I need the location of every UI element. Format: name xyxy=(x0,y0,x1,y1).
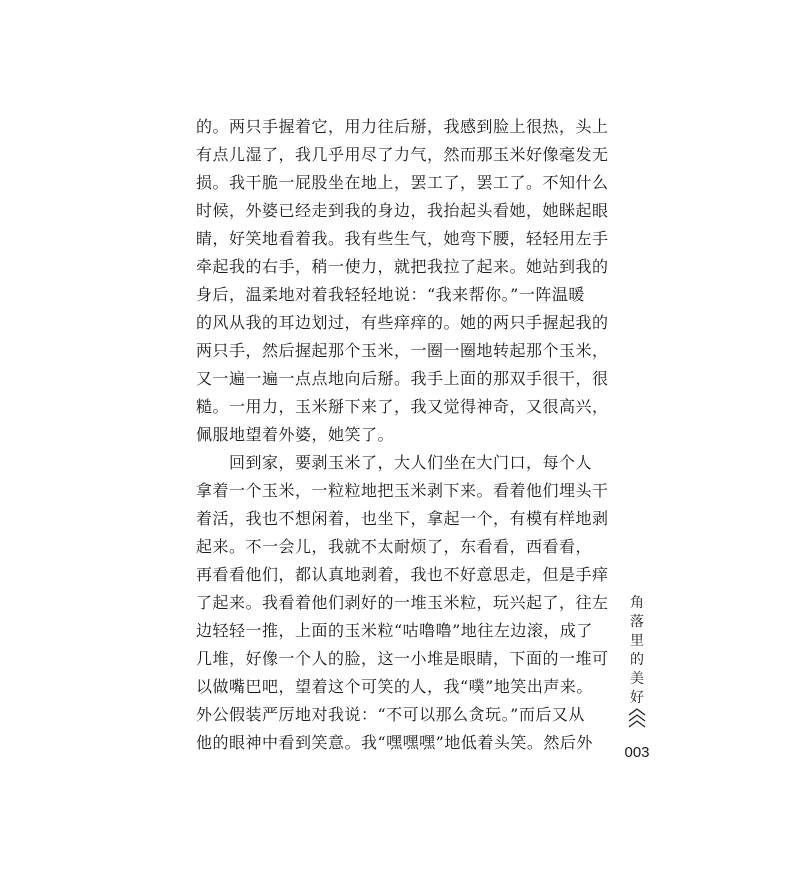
running-title-char: 好 xyxy=(630,690,644,706)
running-title-char: 角 xyxy=(630,595,644,611)
text-line-indented: 回到家，要剥玉米了，大人们坐在大门口，每个人 xyxy=(229,453,593,472)
text-line: 以做嘴巴吧，望着这个可笑的人，我“噗”地笑出声来。 xyxy=(196,677,593,696)
running-title-char: 落 xyxy=(630,614,644,630)
text-line: 时候，外婆已经走到我的身边，我抬起头看她，她眯起眼 xyxy=(196,201,609,220)
text-line: 他的眼神中看到笑意。我“嘿嘿嘿”地低着头笑。然后外 xyxy=(196,733,593,752)
text-line: 佩服地望着外婆，她笑了。 xyxy=(196,425,395,444)
triple-chevron-up-icon xyxy=(626,706,648,732)
text-line: 了起来。我看着他们剥好的一堆玉米粒，玩兴起了，往左 xyxy=(196,593,609,612)
body-text xyxy=(196,113,609,757)
text-line: 又一遍一遍一点点地向后掰。我手上面的那双手很干，很 xyxy=(196,369,609,388)
text-line: 起来。不一会儿，我就不太耐烦了，东看看，西看看， xyxy=(196,537,593,556)
running-title-char: 里 xyxy=(630,633,644,649)
page-number: 003 xyxy=(624,744,650,761)
text-line: 的风从我的耳边划过，有些痒痒的。她的两只手握起我的 xyxy=(196,313,609,332)
text-line: 外公假装严厉地对我说：“不可以那么贪玩。”而后又从 xyxy=(196,705,585,724)
running-title-char: 美 xyxy=(630,671,644,687)
running-title xyxy=(627,594,647,708)
paragraph-2 xyxy=(196,449,609,757)
text-line: 几堆，好像一个人的脸，这一小堆是眼睛，下面的一堆可 xyxy=(196,649,609,668)
text-line: 睛，好笑地看着我。我有些生气，她弯下腰，轻轻用左手 xyxy=(196,229,609,248)
text-line: 着活，我也不想闲着，也坐下，拿起一个，有模有样地剥 xyxy=(196,509,609,528)
text-line: 身后，温柔地对着我轻轻地说：“我来帮你。”一阵温暖 xyxy=(196,285,585,304)
text-line: 有点儿湿了，我几乎用尽了力气，然而那玉米好像毫发无 xyxy=(196,145,609,164)
paragraph-1 xyxy=(196,113,609,449)
text-line: 糙。一用力，玉米掰下来了，我又觉得神奇，又很高兴， xyxy=(196,397,609,416)
text-line: 牵起我的右手，稍一使力，就把我拉了起来。她站到我的 xyxy=(196,257,609,276)
text-line: 再看看他们，都认真地剥着，我也不好意思走，但是手痒 xyxy=(196,565,609,584)
text-line: 两只手，然后握起那个玉米，一圈一圈地转起那个玉米， xyxy=(196,341,609,360)
text-line: 的。两只手握着它，用力往后掰，我感到脸上很热，头上 xyxy=(196,117,609,136)
text-line: 边轻轻一推，上面的玉米粒“咕噜噜”地往左边滚，成了 xyxy=(196,621,593,640)
text-line: 损。我干脆一屁股坐在地上，罢工了，罢工了。不知什么 xyxy=(196,173,609,192)
running-title-char: 的 xyxy=(630,652,644,668)
text-line: 拿着一个玉米，一粒粒地把玉米剥下来。看着他们埋头干 xyxy=(196,481,609,500)
